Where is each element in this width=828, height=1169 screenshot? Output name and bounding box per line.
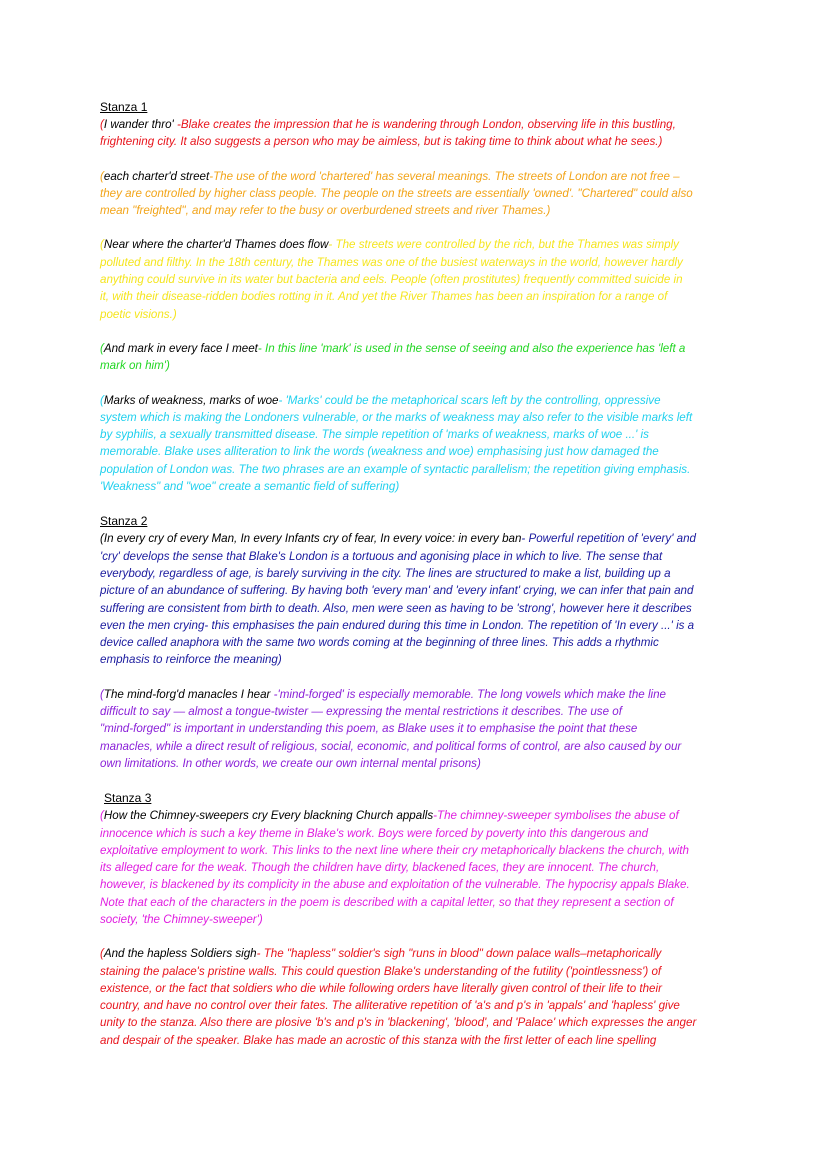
stanza-3-note-1: (How the Chimney-sweepers cry Every blackning Church appalls-The chimney-sweeper symbolises the abuse of innocence which is such a key theme in Blake's work. Boys were forced by poverty into this dangerous and exploitative employment to work. This links to the next line where their cry metaphorically blackens the church, with its alleged care for the weak. Though the children have dirty, blackened faces, they are innocent. The church, however, is blackened by its complicity in the abuse and exploitation of the vulnerable. The hypocrisy appals Blake. Note that each of the characters in the poem is described with a capital letter, so that they represent a section of society, 'the Chimney-sweeper') (100, 809, 690, 926)
quote-text: Near where the charter'd Thames does flow (103, 238, 329, 252)
stanza-2-note-1: (In every cry of every Man, In every Infants cry of fear, In every voice: in every ban- Powerful repetition of 'every' and 'cry' develops the sense that Blake's London is a tortuous and agonising place in which to live. The sense that everybody, regardless of age, is barely surviving in the city. The lines are structured to make a list, building up a picture of an abundance of suffering. By having both 'every man' and 'every infant' crying, we can infer that pain and suffering are consistent from birth to death. Also, men were seen as having to be 'strong', however here it describes even the men crying- this emphasises the pain endured during this time in London. The repetition of 'In every ...' is a device called anaphora with the same two words coming at the beginning of three lines. This adds a rhythmic emphasis to reinforce the meaning) (100, 532, 696, 667)
stanza-3-heading: Stanza 3 (104, 791, 152, 806)
stanza-1-note-1: (I wander thro' -Blake creates the impression that he is wandering through London, observing life in this bustling, frightening city. It also suggests a person who may be aimless, but is taking time to think about what he sees.) (100, 118, 676, 149)
quote-text: each charter'd street (103, 169, 210, 183)
quote-text: (In every cry of every Man, In every Infants cry of fear, In every voice: in every ban (100, 532, 522, 546)
stanza-1-heading: Stanza 1 (100, 100, 148, 114)
quote-text: And mark in every face I meet (103, 341, 258, 355)
quote-text: The mind-forg'd manacles I hear (103, 687, 271, 701)
quote-text: Marks of weakness, marks of woe (103, 393, 279, 407)
stanza-1-note-2: (each charter'd street-The use of the word 'chartered' has several meanings. The streets of London are not free – they are controlled by higher class people. The people on the streets are essentially 'owned'. "Chartered" could also mean "freighted", and may refer to the busy or overburdened streets and river Thames.) (100, 169, 693, 218)
stanza-2-note-2: (The mind-forg'd manacles I hear -'mind-forged' is especially memorable. The long vowels which make the line difficult to say — almost a tongue-twister — expressing the mental restrictions it describes. The use of "mind-forged" is important in understanding this poem, as Blake uses it to emphasise the point that these manacles, while a direct result of religious, social, economic, and political forms of control, are also caused by our own limitations. In other words, we create our own internal mental prisons) (100, 687, 682, 770)
stanza-1-note-5: (Marks of weakness, marks of woe- 'Marks' could be the metaphorical scars left by the controlling, oppressive system which is making the Londoners vulnerable, or the marks of weakness may also refer to the visible marks left by syphilis, a sexually transmitted disease. The simple repetition of 'marks of weakness, marks of woe ...' is memorable. Blake uses alliteration to link the words (weakness and woe) emphasising just how damaged the population of London was. The two phrases are an example of syntactic parallelism; the repetition giving emphasis. 'Weakness" and "woe" create a semantic field of suffering) (100, 393, 693, 494)
stanza-2-heading: Stanza 2 (100, 514, 148, 529)
quote-text: How the Chimney-sweepers cry Every blackning Church appalls (103, 809, 434, 823)
quote-text: I wander thro' (103, 118, 174, 131)
stanza-1-note-4: (And mark in every face I meet- In this line 'mark' is used in the sense of seeing and also the experience has 'left a mark on him') (100, 341, 686, 373)
stanza-1-note-3: (Near where the charter'd Thames does flow- The streets were controlled by the rich, but the Thames was simply polluted and filthy. In the 18th century, the Thames was one of the busiest waterways in the world, however hardly anything could survive in its water but bacteria and eels. People (often prostitutes) frequently committed suicide in it, with their disease-ridden bodies rotting in it. And yet the River Thames has been an inspiration for a range of poetic visions.) (100, 238, 683, 321)
quote-text: And the hapless Soldiers sigh (103, 947, 257, 961)
stanza-3-note-2: (And the hapless Soldiers sigh- The "hapless" soldier's sigh "runs in blood" down palace walls–metaphorically staining the palace's pristine walls. This could question Blake's understanding of the futility ('pointlessness') of existence, or the fact that soldiers who die while following orders have literally given control of their life to their country, and have no control over their fates. The alliterative repetition of 'a's and p's in 'appals' and 'hapless' give unity to the stanza. Also there are plosive 'b's and p's in 'blackening', 'blood', and 'Palace' which expresses the anger and despair of the speaker. Blake has made an acrostic of this stanza with the first letter of each line spelling (100, 947, 697, 1047)
